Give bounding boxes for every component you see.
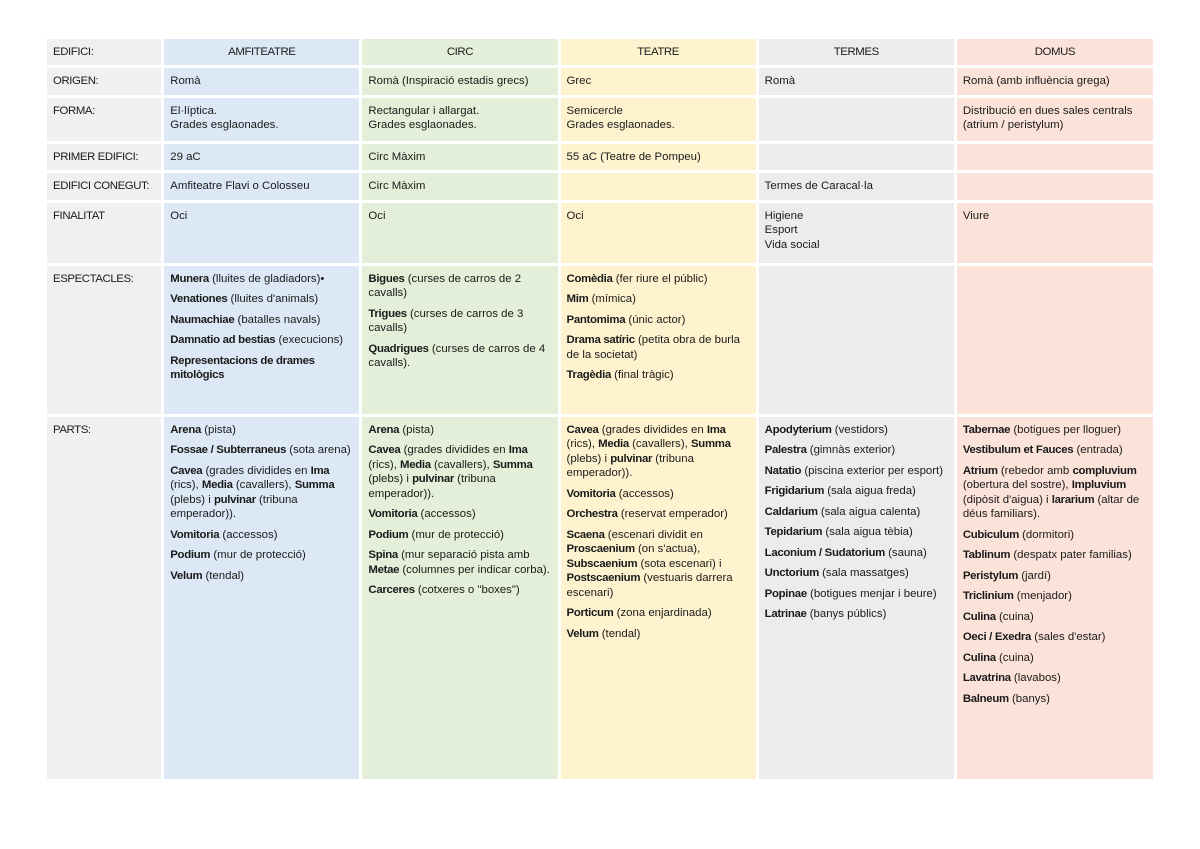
term: Ima <box>310 464 330 477</box>
description: (cavallers), <box>628 438 691 451</box>
term: Velum <box>170 569 203 582</box>
description: (banys) <box>1008 692 1050 705</box>
term: Damnatio ad bestias <box>170 334 276 347</box>
term: Triclinium <box>962 590 1014 603</box>
parts-list <box>567 423 750 641</box>
list-item <box>368 443 551 501</box>
cell <box>759 173 954 199</box>
description: (sota escenari) i <box>637 557 722 570</box>
term: Apodyterium <box>764 423 832 436</box>
term: Vomitoria <box>566 487 616 500</box>
description: (escenari dividit en <box>604 528 703 541</box>
column-header-termes: TERMES <box>759 39 954 65</box>
cell-text: Viure <box>962 209 990 222</box>
list-item <box>567 528 750 600</box>
description: (vestidors) <box>831 423 888 436</box>
term: Culina <box>962 651 996 664</box>
cell-text: Rectangular i allargat. <box>368 104 480 117</box>
row-label: FORMA: <box>47 98 161 141</box>
term: Postscaenium <box>566 572 641 585</box>
cell <box>957 266 1153 414</box>
row-espectacles <box>47 266 1153 414</box>
description: (rics), <box>368 458 401 471</box>
cell <box>164 173 359 199</box>
row-label: PARTS: <box>47 417 161 779</box>
row-label: ESPECTACLES: <box>47 266 161 414</box>
header-row <box>47 39 1153 65</box>
column-header-amfiteatre: AMFITEATRE <box>164 39 359 65</box>
list-item <box>170 528 353 542</box>
description: (rebedor amb <box>997 464 1073 477</box>
term: Vomitoria <box>368 508 418 521</box>
description: (sala aigua freda) <box>824 485 916 498</box>
description: (rics), <box>170 479 202 492</box>
description: (zona enjardinada) <box>613 607 712 620</box>
description: (plebs) i <box>566 452 611 465</box>
term: Arena <box>368 423 400 436</box>
description: (fer riure el públic) <box>612 272 708 285</box>
cell <box>164 266 359 414</box>
list-item <box>170 313 353 327</box>
parts-list <box>963 423 1147 706</box>
list-item <box>567 507 750 521</box>
description: (grades dividides en <box>202 464 311 477</box>
list-item <box>170 272 353 286</box>
description: (vestuaris darrera escenari) <box>566 572 733 599</box>
list-item <box>170 464 353 522</box>
description: (lluites de gladiadors)• <box>208 272 325 285</box>
column-header-teatre: TEATRE <box>561 39 756 65</box>
description: (batalles navals) <box>234 313 321 326</box>
description: (sauna) <box>884 546 927 559</box>
description: (sota arena) <box>286 444 351 457</box>
term: Vestibulum et Fauces <box>962 444 1074 457</box>
description: (banys públics) <box>806 608 887 621</box>
description: (mur de protecció) <box>408 528 504 541</box>
description: (tribuna emperador)). <box>170 493 298 521</box>
description: (sala aigua tèbia) <box>822 526 913 539</box>
list-item <box>963 610 1147 624</box>
term: pulvinar <box>610 452 653 465</box>
cell <box>362 98 557 141</box>
description: (accessos) <box>417 508 476 521</box>
description: (lavabos) <box>1010 672 1061 685</box>
description: (cotxeres o "boxes") <box>414 584 520 597</box>
list-item <box>567 487 750 501</box>
cell <box>957 98 1153 141</box>
description: (despatx pater familias) <box>1010 549 1132 562</box>
row-label: FINALITAT <box>47 203 161 263</box>
description: (execucions) <box>275 334 344 347</box>
cell <box>164 203 359 263</box>
list-item <box>765 423 948 437</box>
cell <box>561 203 756 263</box>
cell <box>362 417 557 779</box>
description: (únic actor) <box>625 313 686 326</box>
description: (dormitori) <box>1018 528 1075 541</box>
term: Proscaenium <box>566 543 635 556</box>
description: (piscina exterior per esport) <box>801 464 943 477</box>
parts-list <box>368 423 551 598</box>
cell-text: Grec <box>566 75 592 88</box>
parts-list <box>765 423 948 622</box>
term: Podium <box>170 549 211 562</box>
description: (reservat emperador) <box>617 508 728 521</box>
cell-text: 55 aC (Teatre de Pompeu) <box>566 150 701 163</box>
list-item <box>567 272 750 286</box>
description: (cuina) <box>995 651 1034 664</box>
description: (pista) <box>201 423 236 436</box>
cell-text: Circ Màxim <box>368 150 426 163</box>
list-item <box>567 627 750 641</box>
list-item <box>765 546 948 560</box>
list-item <box>368 423 551 437</box>
list-item <box>170 354 353 383</box>
cell <box>957 68 1153 94</box>
list-item <box>765 525 948 539</box>
list-item <box>567 292 750 306</box>
description: (final tràgic) <box>610 369 674 382</box>
term: Caldarium <box>764 505 818 518</box>
term: Natatio <box>764 464 802 477</box>
term: Lavatrina <box>962 672 1011 685</box>
description: (sales d'estar) <box>1031 631 1106 644</box>
cell-text: Oci <box>368 209 386 222</box>
term: lararium <box>1051 493 1095 506</box>
list-item <box>963 651 1147 665</box>
description: (petita obra de burla de la societat) <box>566 334 740 361</box>
term: Unctorium <box>764 567 819 580</box>
term: Naumachiae <box>170 313 235 326</box>
term: compluvium <box>1072 464 1137 477</box>
cell <box>362 144 557 170</box>
row-label: EDIFICI: <box>47 39 161 65</box>
comparison-table <box>44 36 1156 782</box>
list-item <box>963 569 1147 583</box>
list-item <box>567 333 750 362</box>
list-item <box>963 692 1147 706</box>
description: (grades dividides en <box>400 444 509 457</box>
cell-text: Romà (amb influència grega) <box>962 75 1110 88</box>
term: Porticum <box>566 607 614 620</box>
column-header-domus: DOMUS <box>957 39 1153 65</box>
cell <box>759 417 954 779</box>
cell-text: Semicercle <box>566 104 623 117</box>
cell <box>957 173 1153 199</box>
cell <box>362 266 557 414</box>
list-item <box>765 607 948 621</box>
list-item <box>567 313 750 327</box>
term: Trigues <box>368 307 407 320</box>
list-item <box>963 464 1147 522</box>
term: Spina <box>368 549 398 562</box>
cell <box>164 144 359 170</box>
row-label: EDIFICI CONEGUT: <box>47 173 161 199</box>
description: (plebs) i <box>368 473 413 486</box>
list-item <box>765 566 948 580</box>
cell-text: Grades esglaonades. <box>170 119 279 132</box>
cell-text: Amfiteatre Flavi o Colosseu <box>170 180 310 193</box>
list-item <box>368 307 551 336</box>
cell-text: Oci <box>566 209 584 222</box>
term: Culina <box>962 610 996 623</box>
cell-text: Romà <box>764 75 796 88</box>
term: Velum <box>566 627 599 640</box>
description: (grades dividides en <box>598 423 707 436</box>
term: Tabernae <box>962 423 1011 436</box>
term: Subscaenium <box>566 557 638 570</box>
description: (accessos) <box>615 487 674 500</box>
description: (jardí) <box>1018 569 1051 582</box>
row-label: PRIMER EDIFICI: <box>47 144 161 170</box>
term: Media <box>201 479 233 492</box>
cell <box>759 68 954 94</box>
cell <box>759 144 954 170</box>
description: (mur separació pista amb <box>397 549 530 562</box>
term: Comèdia <box>566 272 613 285</box>
description: (menjador) <box>1013 590 1072 603</box>
term: Metae <box>368 563 400 576</box>
row-label: ORIGEN: <box>47 68 161 94</box>
cell-text: Romà (Inspiració estadis grecs) <box>368 75 529 88</box>
term: Media <box>400 458 431 471</box>
term: Podium <box>368 528 409 541</box>
description: (mímica) <box>588 293 636 306</box>
list-item <box>765 484 948 498</box>
list-item <box>765 505 948 519</box>
cell <box>561 173 756 199</box>
row-primer-edifici <box>47 144 1153 170</box>
term: Latrinae <box>764 608 807 621</box>
term: Palestra <box>764 444 807 457</box>
list-item <box>170 423 353 437</box>
term: Frigidarium <box>764 485 825 498</box>
term: Fossae / Subterraneus <box>170 444 287 457</box>
cell <box>362 203 557 263</box>
term: Atrium <box>962 464 998 477</box>
cell-text: Termes de Caracal·la <box>764 180 873 193</box>
cell-text: Distribució en dues sales centrals (atrium / peristylum) <box>962 104 1133 132</box>
description: (cavallers), <box>430 458 493 471</box>
list-item <box>170 443 353 457</box>
description: (plebs) i <box>170 493 214 506</box>
term: Oeci / Exedra <box>962 631 1032 644</box>
term: Bigues <box>368 272 405 285</box>
cell <box>957 417 1153 779</box>
list-item <box>368 272 551 301</box>
list-item <box>963 528 1147 542</box>
row-forma <box>47 98 1153 141</box>
list-item <box>368 342 551 371</box>
cell <box>561 144 756 170</box>
description: (mur de protecció) <box>210 549 306 562</box>
description: (columnes per indicar corba). <box>399 563 550 576</box>
term: Arena <box>170 423 202 436</box>
description: (sala massatges) <box>818 567 909 580</box>
cell-text: Grades esglaonades. <box>368 119 477 132</box>
term: Popinae <box>764 587 807 600</box>
cell <box>164 98 359 141</box>
term: Laconium / Sudatorium <box>764 546 885 559</box>
list-item <box>963 423 1147 437</box>
description: (accessos) <box>219 528 278 541</box>
description: (entrada) <box>1073 444 1123 457</box>
cell <box>957 144 1153 170</box>
cell <box>561 266 756 414</box>
column-header-circ: CIRC <box>362 39 557 65</box>
cell <box>362 68 557 94</box>
cell <box>759 266 954 414</box>
cell <box>164 417 359 779</box>
row-origen <box>47 68 1153 94</box>
description: (tendal) <box>202 569 245 582</box>
list-item <box>963 443 1147 457</box>
term: Ima <box>706 423 726 436</box>
cell-text: Esport <box>764 224 798 237</box>
description: (rics), <box>566 438 599 451</box>
description: (altar de déus familiars). <box>962 493 1140 521</box>
list-item <box>567 606 750 620</box>
list-item <box>963 671 1147 685</box>
term: Summa <box>690 438 731 451</box>
term: Mim <box>566 293 589 306</box>
cell-text: 29 aC <box>170 150 201 163</box>
term: pulvinar <box>412 473 454 486</box>
list-item <box>170 569 353 583</box>
description: (curses de carros de 3 cavalls) <box>368 307 524 335</box>
term: Cubiculum <box>962 528 1019 541</box>
list-item <box>368 507 551 521</box>
description: (curses de carros de 2 cavalls) <box>368 272 522 300</box>
list-item <box>963 589 1147 603</box>
term: Drama satíric <box>566 334 635 347</box>
term: Peristylum <box>962 569 1019 582</box>
cell <box>561 98 756 141</box>
cell <box>362 173 557 199</box>
cell <box>164 68 359 94</box>
description: (lluites d'animals) <box>227 293 319 306</box>
term: Carceres <box>368 584 415 597</box>
list-item <box>170 548 353 562</box>
description: (gimnàs exterior) <box>806 444 896 457</box>
description: (curses de carros de 4 cavalls). <box>368 342 546 370</box>
cell-text: El·líptica. <box>170 104 218 117</box>
description: (botigues per lloguer) <box>1010 423 1122 436</box>
cell <box>759 203 954 263</box>
description: (tribuna emperador)). <box>368 473 496 500</box>
description: (pista) <box>399 423 434 436</box>
term: Cavea <box>566 423 599 436</box>
term: Impluvium <box>1071 479 1126 492</box>
term: Cavea <box>368 444 401 457</box>
description: (dipòsit d'aigua) i <box>962 493 1052 506</box>
cell-text: Grades esglaonades. <box>566 119 675 132</box>
list-item <box>170 292 353 306</box>
row-finalitat <box>47 203 1153 263</box>
cell-text: Circ Màxim <box>368 180 426 193</box>
term: Orchestra <box>566 508 618 521</box>
description: (cuina) <box>995 610 1034 623</box>
description: (tribuna emperador)). <box>566 452 694 480</box>
list-item <box>567 423 750 481</box>
list-item <box>368 583 551 597</box>
cell-text: Vida social <box>764 238 820 251</box>
cell <box>561 417 756 779</box>
list-item <box>963 548 1147 562</box>
cell-text: Oci <box>170 209 188 222</box>
term: Scaena <box>566 528 605 541</box>
list-item <box>765 443 948 457</box>
description: (sala aigua calenta) <box>817 505 921 518</box>
list-item <box>368 548 551 577</box>
term: Tepidarium <box>764 526 823 539</box>
term: pulvinar <box>213 493 256 506</box>
row-parts <box>47 417 1153 779</box>
cell <box>561 68 756 94</box>
description: (tendal) <box>598 627 641 640</box>
term: Representacions de drames mitològics <box>170 354 315 382</box>
term: Summa <box>294 479 335 492</box>
cell <box>957 203 1153 263</box>
row-edifici-conegut <box>47 173 1153 199</box>
term: Venationes <box>170 293 228 306</box>
list-item <box>765 464 948 478</box>
term: Ima <box>508 444 528 457</box>
list-item <box>765 587 948 601</box>
list-item <box>963 630 1147 644</box>
cell-text: Higiene <box>764 209 804 222</box>
term: Vomitoria <box>170 528 220 541</box>
term: Summa <box>492 458 533 471</box>
description: (cavallers), <box>232 479 295 492</box>
term: Pantomima <box>566 313 626 326</box>
term: Quadrigues <box>368 342 429 355</box>
list-item <box>368 528 551 542</box>
description: (botigues menjar i beure) <box>806 587 937 600</box>
term: Cavea <box>170 464 203 477</box>
term: Balneum <box>962 692 1009 705</box>
term: Munera <box>170 272 209 285</box>
parts-list <box>170 423 353 583</box>
description: (on s'actua), <box>634 543 701 556</box>
cell-text: Romà <box>170 75 201 88</box>
term: Media <box>598 438 629 451</box>
list-item <box>567 368 750 382</box>
description: (obertura del sostre), <box>962 479 1072 492</box>
term: Tablinum <box>962 549 1011 562</box>
list-item <box>170 333 353 347</box>
cell <box>759 98 954 141</box>
term: Tragèdia <box>566 369 611 382</box>
